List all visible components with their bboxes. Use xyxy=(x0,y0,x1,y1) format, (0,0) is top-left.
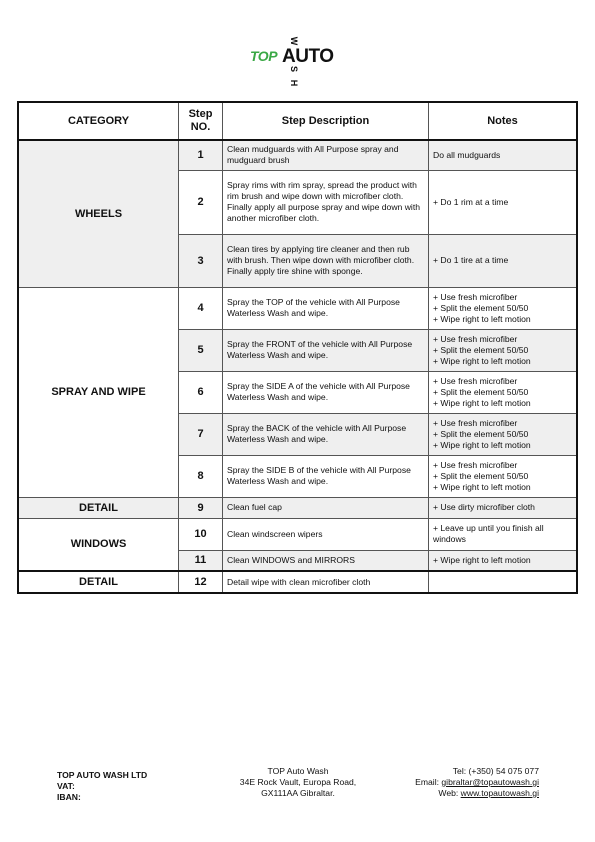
step-description: Clean mudguards with All Purpose spray and mudguard brush xyxy=(223,140,429,170)
step-notes xyxy=(429,287,578,329)
phone-number: Tel: (+350) 54 075 077 xyxy=(452,766,539,776)
category-detail: DETAIL xyxy=(18,571,179,593)
step-description: Spray the BACK of the vehicle with All Purpose Waterless Wash and wipe. xyxy=(223,413,429,455)
step-number: 4 xyxy=(179,287,223,329)
step-description: Clean windscreen wipers xyxy=(223,518,429,550)
note-line: + Split the element 50/50 xyxy=(433,344,529,355)
address-line: 34E Rock Vault, Europa Road, xyxy=(239,777,357,787)
step-notes xyxy=(429,413,578,455)
iban-label: IBAN: xyxy=(57,792,81,802)
header-step: Step NO. xyxy=(179,102,223,140)
table-row xyxy=(18,287,577,329)
logo-top-text: TOP xyxy=(250,48,278,64)
step-number: 12 xyxy=(179,571,223,593)
step-notes xyxy=(429,329,578,371)
procedure-table xyxy=(17,101,578,594)
category-detail: DETAIL xyxy=(18,497,179,518)
note-line: + Split the element 50/50 xyxy=(433,470,529,481)
note-line: + Wipe right to left motion xyxy=(433,355,531,366)
step-description: Spray rims with rim spray, spread the product with rim brush and wipe down with microfiber cloth. Finally apply all purpose spray and wipe down with another microfiber cloth. xyxy=(223,170,429,234)
step-number: 11 xyxy=(179,550,223,571)
header-description: Step Description xyxy=(223,102,429,140)
step-description: Spray the SIDE A of the vehicle with All Purpose Waterless Wash and wipe. xyxy=(223,371,429,413)
company-name: TOP AUTO WASH LTD xyxy=(57,770,148,780)
step-notes xyxy=(429,571,578,593)
category-windows: WINDOWS xyxy=(18,518,179,571)
step-number: 8 xyxy=(179,455,223,497)
step-notes: + Do 1 rim at a time xyxy=(429,170,578,234)
step-number: 6 xyxy=(179,371,223,413)
step-notes: + Wipe right to left motion xyxy=(429,550,578,571)
table-row xyxy=(18,497,577,518)
table-row xyxy=(18,571,577,593)
category-wheels: WHEELS xyxy=(18,140,179,287)
footer-address xyxy=(225,766,371,799)
step-number: 5 xyxy=(179,329,223,371)
step-description: Spray the FRONT of the vehicle with All Purpose Waterless Wash and wipe. xyxy=(223,329,429,371)
note-line: + Wipe right to left motion xyxy=(433,481,531,492)
note-line: + Use fresh microfiber xyxy=(433,291,518,302)
step-number: 2 xyxy=(179,170,223,234)
step-number: 9 xyxy=(179,497,223,518)
step-number: 7 xyxy=(179,413,223,455)
step-notes: + Do 1 tire at a time xyxy=(429,234,578,287)
step-notes: + Use dirty microfiber cloth xyxy=(429,497,578,518)
header-notes: Notes xyxy=(429,102,578,140)
note-line: + Wipe right to left motion xyxy=(433,397,531,408)
step-notes xyxy=(429,371,578,413)
note-line: + Use fresh microfiber xyxy=(433,459,518,470)
step-description: Clean WINDOWS and MIRRORS xyxy=(223,550,429,571)
step-description: Spray the SIDE B of the vehicle with All Purpose Waterless Wash and wipe. xyxy=(223,455,429,497)
note-line: + Wipe right to left motion xyxy=(433,313,531,324)
step-notes xyxy=(429,455,578,497)
step-notes: Do all mudguards xyxy=(429,140,578,170)
step-notes: + Leave up until you finish all windows xyxy=(429,518,578,550)
note-line: + Split the element 50/50 xyxy=(433,428,529,439)
email-line xyxy=(415,777,539,788)
web-line xyxy=(415,788,539,799)
note-line: + Use fresh microfiber xyxy=(433,375,518,386)
note-line: + Wipe right to left motion xyxy=(433,439,531,450)
step-description: Spray the TOP of the vehicle with All Purpose Waterless Wash and wipe. xyxy=(223,287,429,329)
address-line: TOP Auto Wash xyxy=(267,766,329,776)
step-description: Detail wipe with clean microfiber cloth xyxy=(223,571,429,593)
logo-wash-text xyxy=(288,34,300,90)
logo-wash-letter: S xyxy=(289,65,299,72)
email-label: Email: xyxy=(415,777,442,787)
table-row xyxy=(18,140,577,170)
step-number: 1 xyxy=(179,140,223,170)
website-link[interactable]: www.topautowash.gi xyxy=(460,788,539,798)
company-logo xyxy=(248,30,348,94)
footer-contact xyxy=(415,766,539,799)
header-category: CATEGORY xyxy=(18,102,179,140)
vat-label: VAT: xyxy=(57,781,75,791)
web-label: Web: xyxy=(438,788,461,798)
logo-wash-letter: H xyxy=(289,79,299,87)
address-line: GX111AA Gibraltar. xyxy=(261,788,335,798)
table-row xyxy=(18,518,577,550)
note-line: + Split the element 50/50 xyxy=(433,302,529,313)
footer-company-info xyxy=(57,770,147,803)
logo-wash-letter: W xyxy=(289,36,299,46)
step-description: Clean fuel cap xyxy=(223,497,429,518)
logo-auto-text: AUTO xyxy=(282,46,334,67)
step-description: Clean tires by applying tire cleaner and then rub with brush. Then wipe down with microfiber cloth. Finally apply tire shine with sponge. xyxy=(223,234,429,287)
step-number: 10 xyxy=(179,518,223,550)
note-line: + Use fresh microfiber xyxy=(433,333,518,344)
note-line: + Use fresh microfiber xyxy=(433,417,518,428)
step-number: 3 xyxy=(179,234,223,287)
category-spray-and-wipe: SPRAY AND WIPE xyxy=(18,287,179,497)
note-line: + Split the element 50/50 xyxy=(433,386,529,397)
email-link[interactable]: gibraltar@topautowash.gi xyxy=(441,777,539,787)
header-row xyxy=(18,102,577,140)
